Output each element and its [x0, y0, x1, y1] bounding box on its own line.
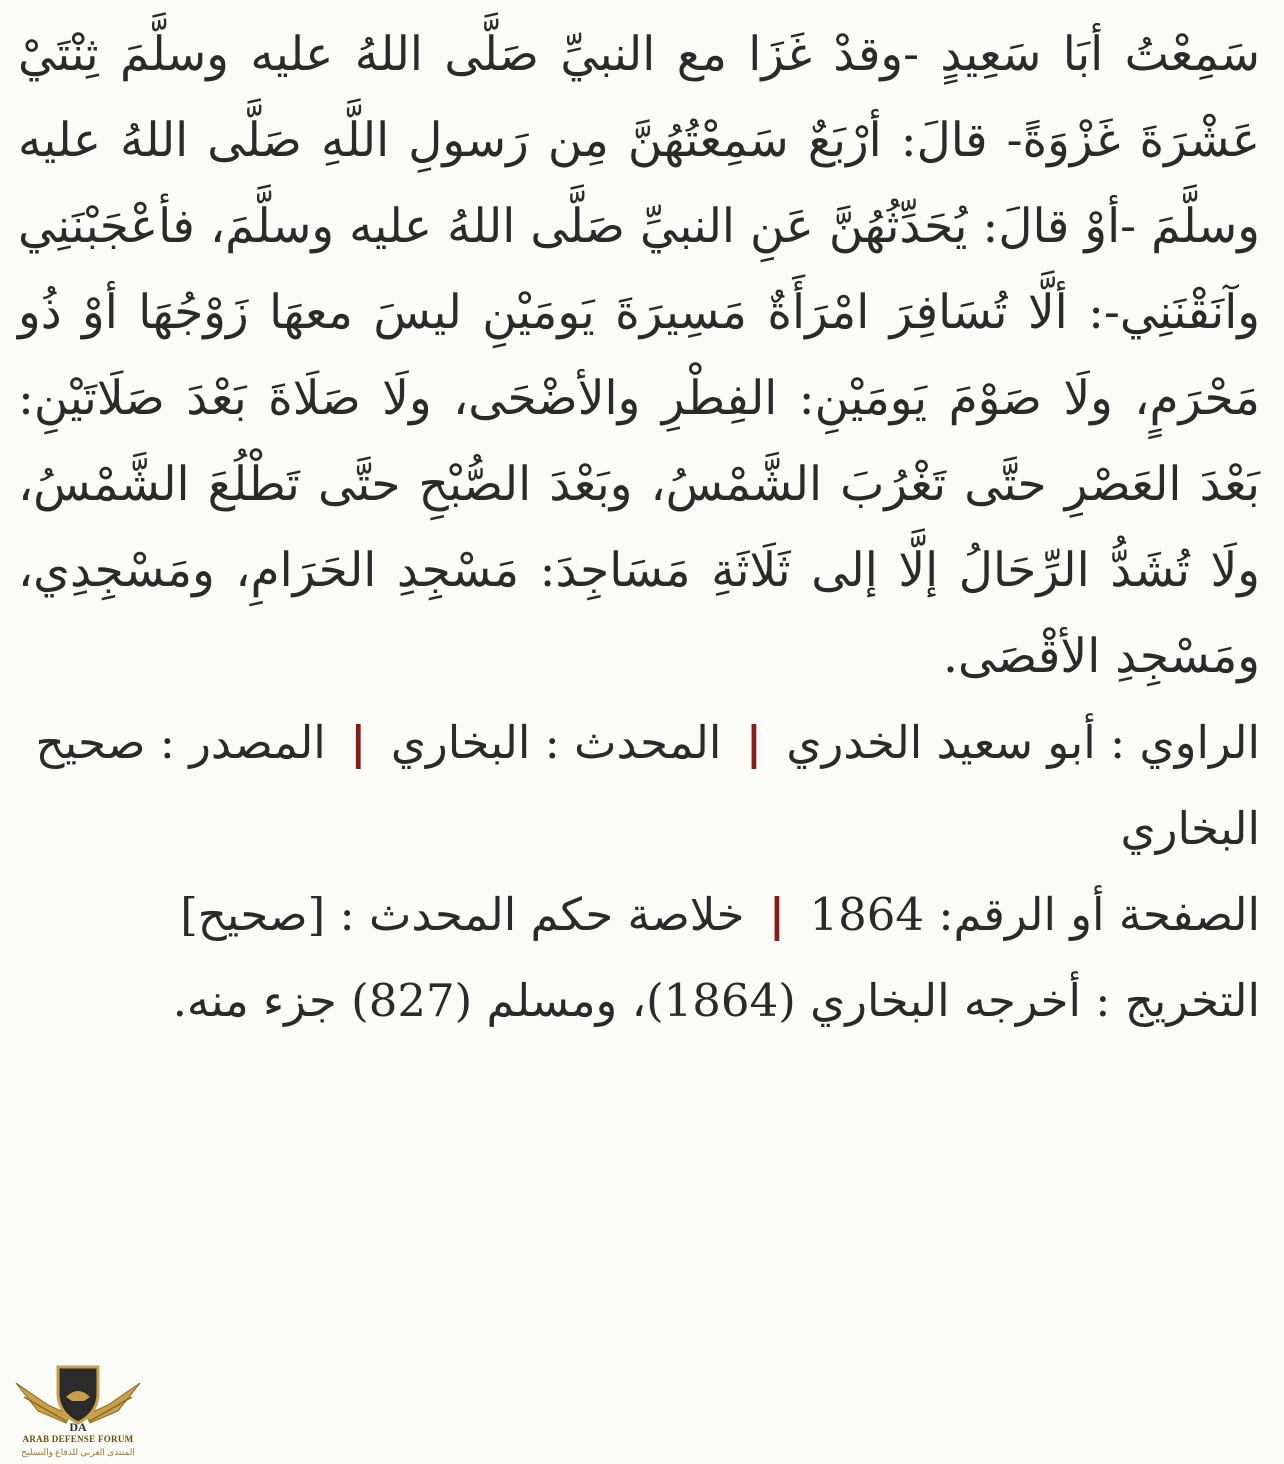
- hadith-text: سَمِعْتُ أبَا سَعِيدٍ -وقدْ غَزَا مع النبيِّ صَلَّى اللهُ عليه وسلَّمَ ثِنْتَيْ عَشْرَةَ غَزْوَةً- قالَ: أرْبَعٌ سَمِعْتُهُنَّ مِن رَسولِ اللَّهِ صَلَّى اللهُ عليه وسلَّمَ -أوْ قالَ: يُحَدِّثُهُنَّ عَنِ النبيِّ صَلَّى اللهُ عليه وسلَّمَ، فأعْجَبْنَنِي وآنَقْنَنِي-: ألَّا تُسَافِرَ امْرَأَةٌ مَسِيرَةَ يَومَيْنِ ليسَ معهَا زَوْجُهَا أوْ ذُو مَحْرَمٍ، ولَا صَوْمَ يَومَيْنِ: الفِطْرِ والأضْحَى، ولَا صَلَاةَ بَعْدَ صَلَاتَيْنِ: بَعْدَ العَصْرِ حتَّى تَغْرُبَ الشَّمْسُ، وبَعْدَ الصُّبْحِ حتَّى تَطْلُعَ الشَّمْسُ، ولَا تُشَدُّ الرِّحَالُ إلَّا إلى ثَلَاثَةِ مَسَاجِدَ: مَسْجِدِ الحَرَامِ، ومَسْجِدِي، ومَسْجِدِ الأقْصَى.: [18, 27, 1260, 684]
- ruling-label: خلاصة حكم المحدث :: [339, 888, 745, 941]
- page-number-label: الصفحة أو الرقم:: [938, 888, 1260, 941]
- page-number-value: 1864: [809, 888, 924, 941]
- logo-initials: DA: [69, 1420, 87, 1433]
- meta-line-1: [18, 700, 1260, 872]
- source-value: صحيح البخاري: [35, 716, 1260, 855]
- separator: |: [350, 716, 367, 769]
- hadith-page: [18, 12, 1260, 1044]
- meta-line-2: [18, 872, 1260, 958]
- scholar-value: البخاري: [390, 716, 531, 769]
- meta-line-3: [18, 958, 1260, 1044]
- logo-name-arabic: المنتدى العربي للدفاع والتسليح: [21, 1447, 135, 1457]
- logo-name-english: ARAB DEFENSE FORUM: [22, 1434, 134, 1444]
- arab-defense-forum-logo: [8, 1363, 148, 1458]
- source-label: المصدر :: [159, 716, 326, 769]
- separator: |: [745, 716, 763, 769]
- takhrij-label: التخريج :: [1095, 974, 1260, 1027]
- hadith-metadata: [18, 700, 1260, 1044]
- takhrij-value: أخرجه البخاري (1864)، ومسلم (827) جزء منه.: [172, 974, 1081, 1027]
- ruling-value: [صحيح]: [180, 888, 326, 941]
- narrator-label: الراوي :: [1110, 716, 1260, 769]
- scholar-label: المحدث :: [544, 716, 722, 769]
- narrator-value: أبو سعيد الخدري: [786, 716, 1096, 769]
- separator: |: [768, 888, 786, 941]
- eagle-shield-icon: [8, 1363, 148, 1433]
